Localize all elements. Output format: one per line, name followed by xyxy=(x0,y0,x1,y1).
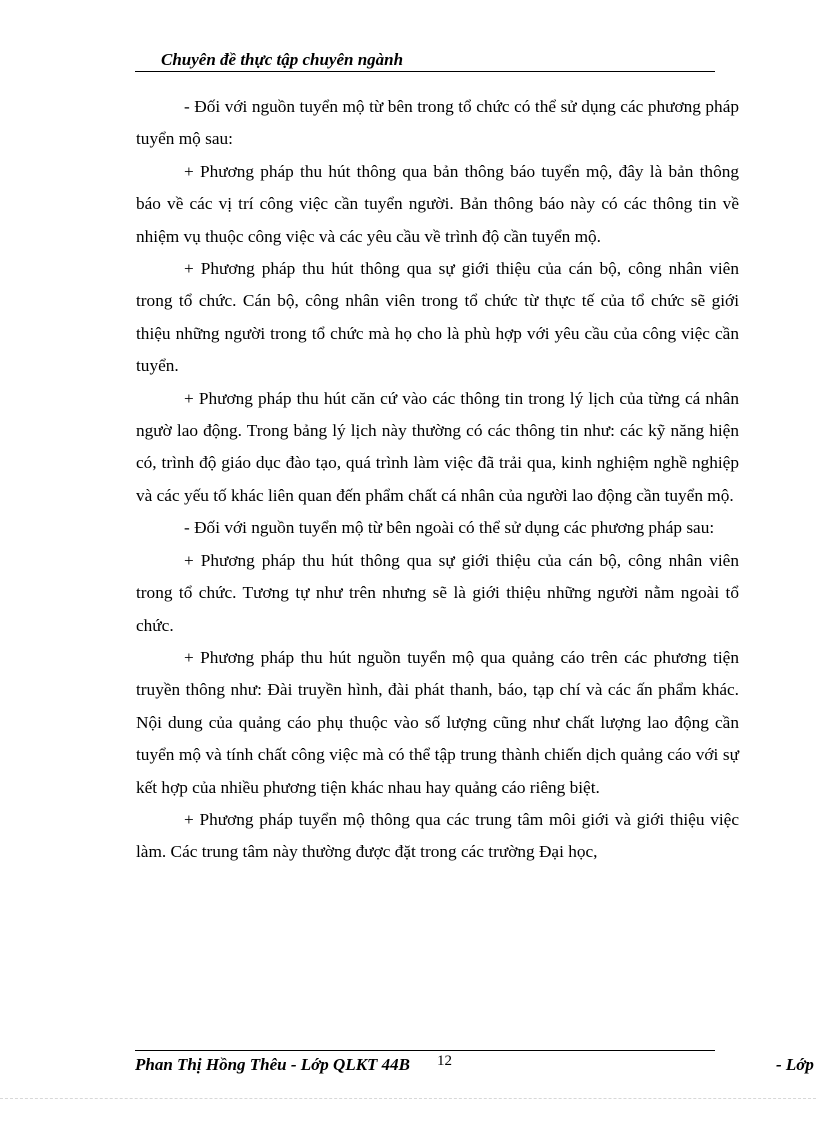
paragraph: + Phương pháp tuyển mộ thông qua các trung tâm môi giới và giới thiệu việc làm. Các trung tâm này thường được đặt trong các trường Đại học, xyxy=(136,809,739,862)
header-divider xyxy=(135,71,715,72)
paragraph: + Phương pháp thu hút thông qua sự giới thiệu của cán bộ, công nhân viên trong tổ chức. Cán bộ, công nhân viên trong tổ chức từ thực tế của tổ chức sẽ giới thiệu những người trong tổ chức mà họ cho là phù hợp với yêu cầu của công việc cần tuyển. xyxy=(136,259,739,376)
document-body xyxy=(136,91,739,869)
page-number: 12 xyxy=(437,1053,452,1069)
footer-author: Phan Thị Hồng Thêu - Lớp QLKT 44B xyxy=(135,1055,411,1074)
paragraph: + Phương pháp thu hút thông qua bản thông báo tuyển mộ, đây là bản thông báo về các vị trí công việc cần tuyển người. Bản thông báo này có các thông tin về nhiệm vụ thuộc công việc và các yêu cầu về trình độ cần tuyển mộ. xyxy=(136,161,739,246)
paragraph: + Phương pháp thu hút nguồn tuyển mộ qua quảng cáo trên các phương tiện truyền thông như: Đài truyền hình, đài phát thanh, báo, tạp chí và các ấn phẩm khác. Nội dung của quảng cáo phụ thuộc vào số lượng cũng như chất lượng lao động cần tuyển mộ và tính chất công việc mà có thể tập trung thành chiến dịch quảng cáo với sự kết hợp của nhiều phương tiện khác nhau hay quảng cáo riêng biệt. xyxy=(136,647,739,797)
paragraph: + Phương pháp thu hút thông qua sự giới thiệu của cán bộ, công nhân viên trong tổ chức. Tương tự như trên nhưng sẽ là giới thiệu những người nằm ngoài tổ chức. xyxy=(136,550,739,635)
page-bottom-edge xyxy=(0,1098,816,1099)
page-header-title: Chuyên đề thực tập chuyên ngành xyxy=(161,50,404,69)
paragraph: - Đối với nguồn tuyển mộ từ bên trong tổ chức có thể sử dụng các phương pháp tuyển mộ sau: xyxy=(136,97,739,149)
footer-clipped-text: - Lớp xyxy=(776,1055,814,1074)
paragraph: - Đối với nguồn tuyển mộ từ bên ngoài có thể sử dụng các phương pháp sau: xyxy=(184,518,715,538)
paragraph: + Phương pháp thu hút căn cứ vào các thông tin trong lý lịch của từng cá nhân ngườ lao động. Trong bảng lý lịch này thường có các thông tin như: các kỹ năng hiện có, trình độ giáo dục đào tạo, quá trình làm việc đã trải qua, kinh nghiệm nghề nghiệp và các yếu tố khác liên quan đến phẩm chất cá nhân của người lao động cần tuyển mộ. xyxy=(136,388,739,505)
footer-divider xyxy=(135,1050,715,1051)
